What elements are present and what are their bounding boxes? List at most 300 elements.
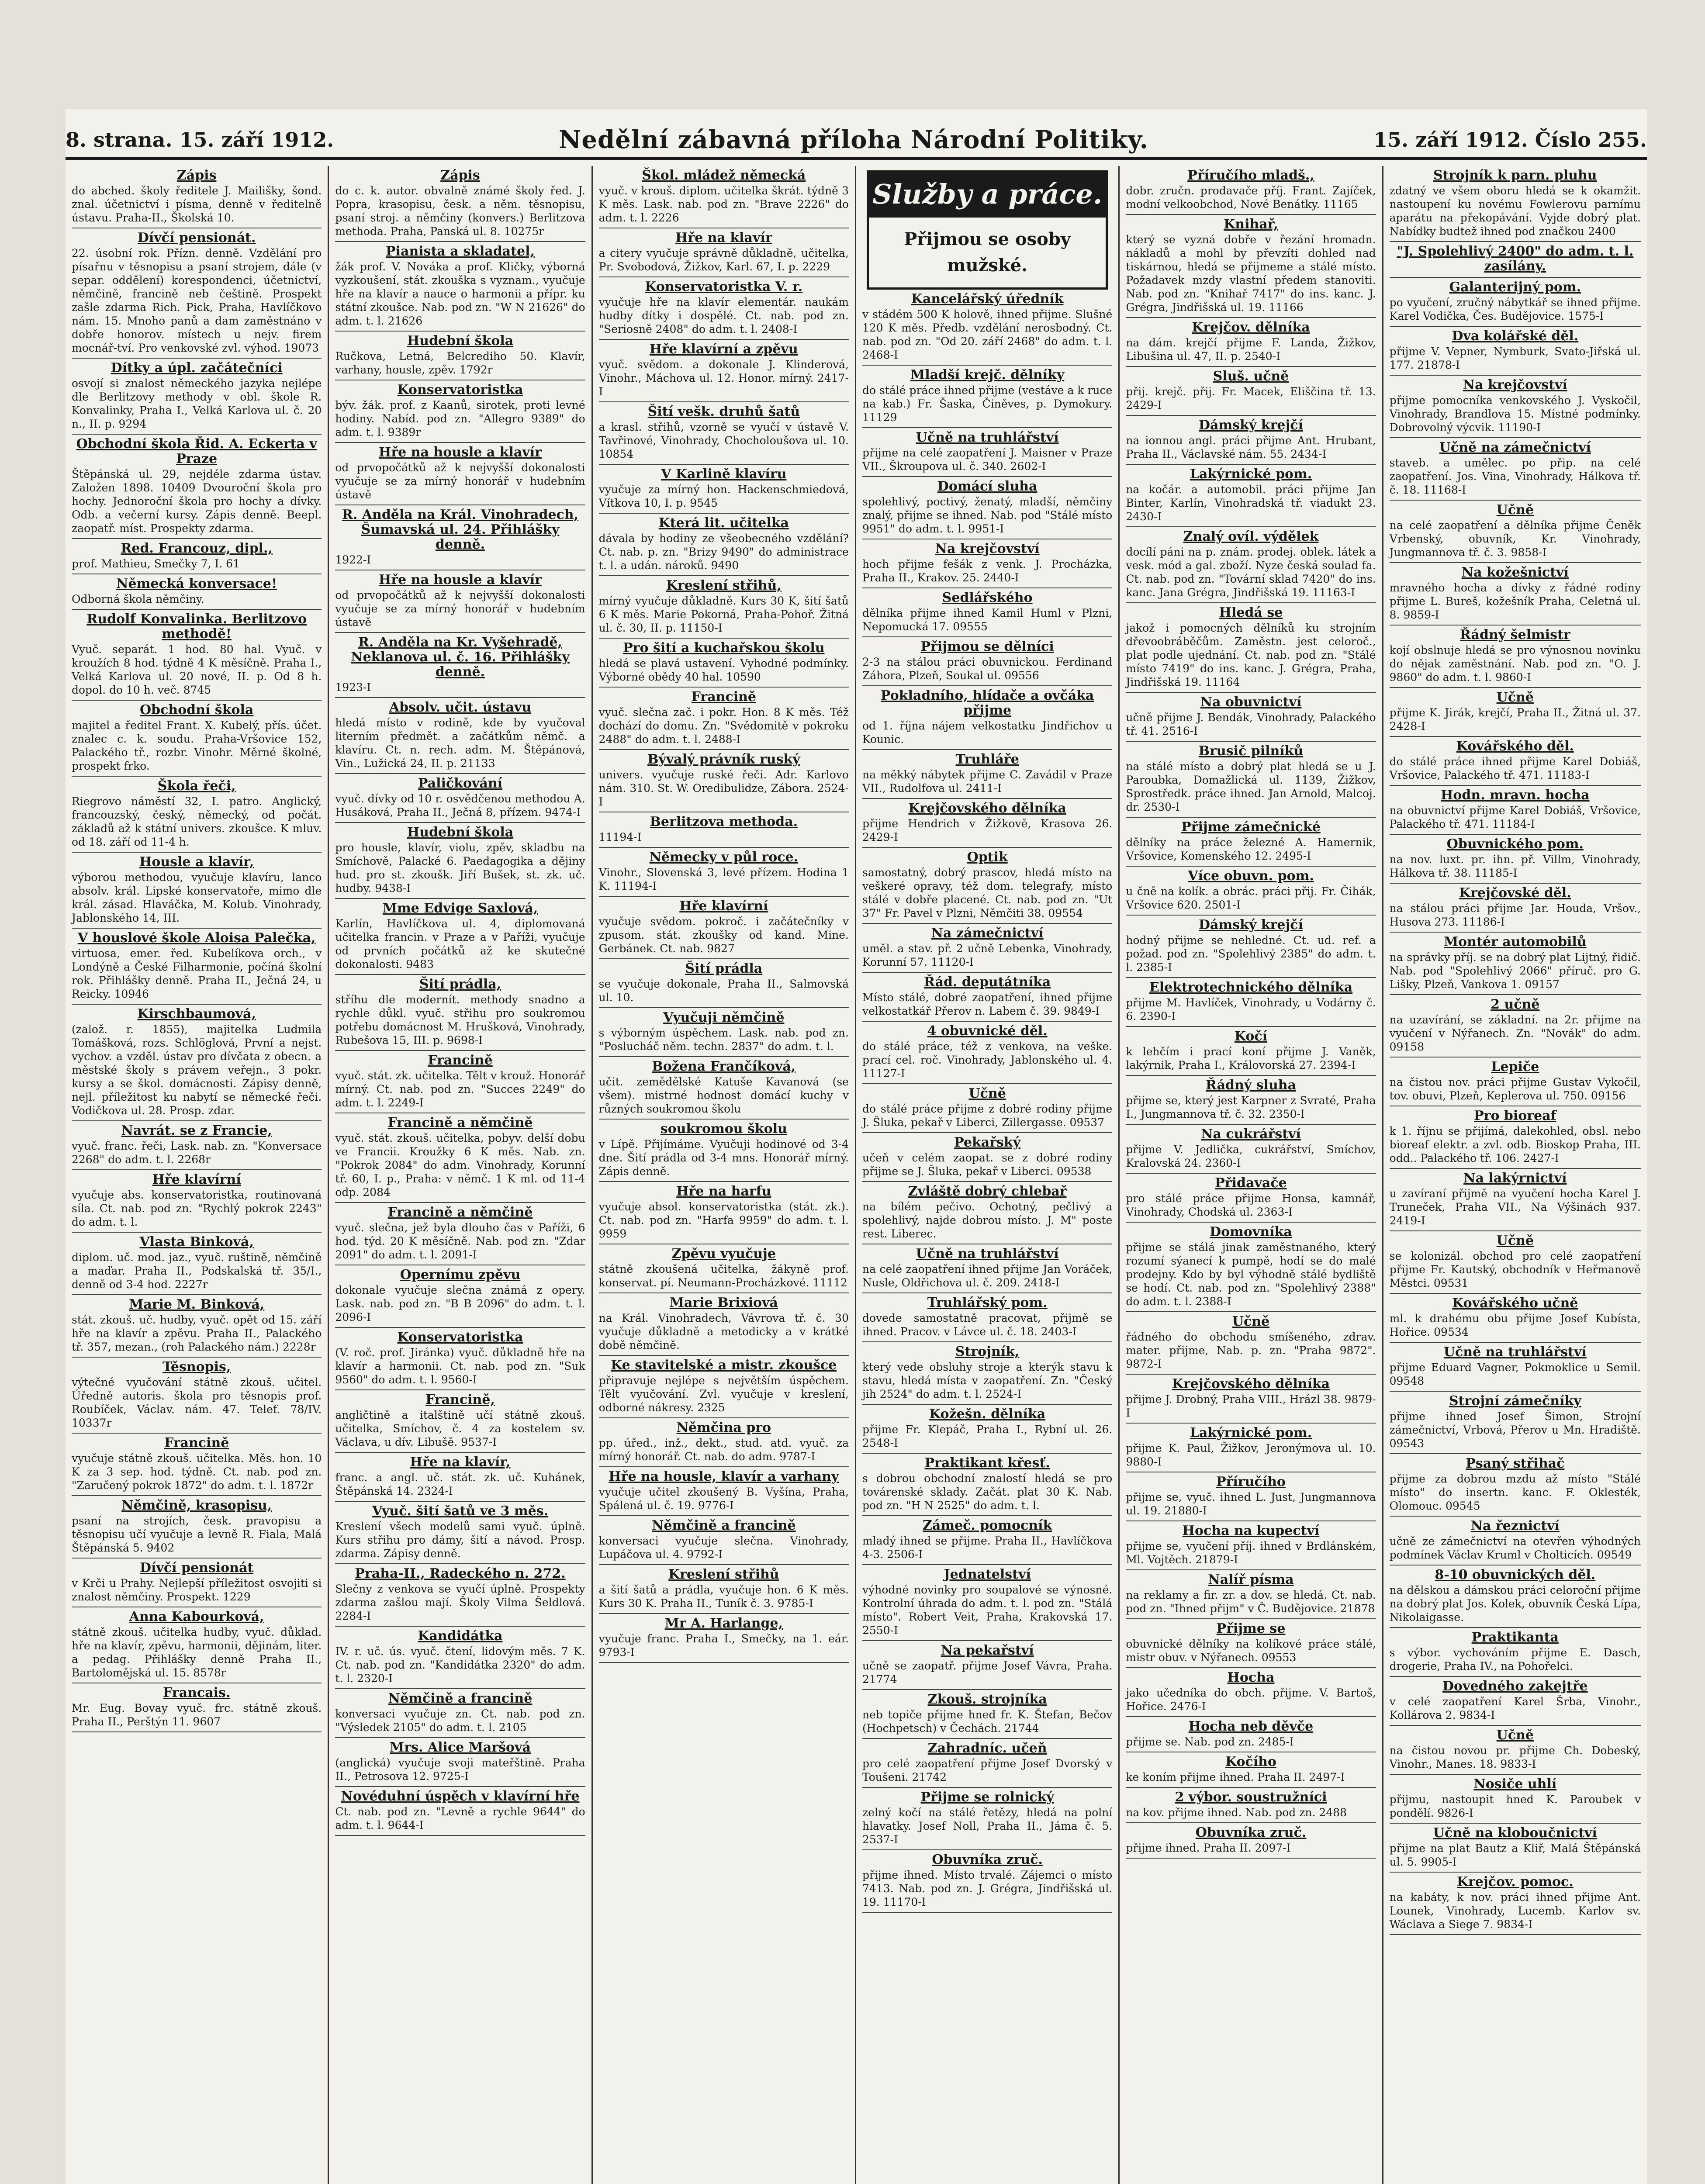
classified-ad — [599, 340, 849, 402]
ad-heading: Na krejčovství — [935, 541, 1040, 556]
ad-heading: Hledá se — [1219, 605, 1283, 620]
ad-text: do stálé práce přijme z dobré rodiny přijme J. Šluka, pekař v Liberci, Zillergasse. 09537 — [862, 1102, 1113, 1129]
classified-ad — [862, 1244, 1112, 1293]
ad-text: v celé zaopatření Karel Šrba, Vinohr., Kollárova 2. 9834-I — [1389, 1695, 1641, 1721]
classified-ad — [1390, 376, 1641, 438]
classified-ad — [1126, 818, 1376, 867]
ad-heading: 8-10 obuvnických děl. — [1435, 1567, 1596, 1583]
classified-ad — [335, 443, 585, 505]
classified-ad — [599, 1516, 849, 1565]
classified-ad — [72, 1233, 322, 1295]
classified-ad — [862, 686, 1112, 750]
classified-ad — [1126, 1076, 1376, 1125]
classified-ad — [1390, 1726, 1641, 1775]
ad-text: na čistou nov. práci přijme Gustav Vykočil, tov. obuvi, Plzeň, Keplerova ul. 750. 09156 — [1389, 1076, 1641, 1102]
ad-heading: Praktikanta — [1471, 1630, 1559, 1645]
ad-text: na správky příj. se na dobrý plat Lijtný, řidič. Nab. pod "Spolehlivý 2066" příruč. pro G. Lišky, Plzeň, Vankova 1. 09157 — [1389, 951, 1641, 991]
ad-heading: Němčině a francině — [651, 1518, 796, 1533]
column-2 — [329, 166, 592, 2184]
ad-text: přijme se stálá jinak zaměstnaného, který rozumí sýanecí k pumpě, hodí se do malé prodejny. Kdo by byl výhodně stálé bydliště se hodí. Ct. nab. pod zn. "Spolehlivý 2388" do adm. t. l. 2388-I — [1126, 1241, 1376, 1308]
ad-heading: Učně na truhlářství — [916, 1246, 1059, 1261]
ad-text: do stálé práce ihned přijme (vestáve a k ruce na kab.) Fr. Šaska, Činěves, p. Dymokury. 11129 — [862, 384, 1113, 424]
classified-ad — [862, 1454, 1112, 1516]
classified-ad — [1126, 416, 1376, 465]
ad-heading: 2 učně — [1491, 997, 1540, 1012]
ad-heading: Krejčovského dělníka — [908, 801, 1066, 816]
ad-text: Slečny z venkova se vyučí úplně. Prospekty zdarma zašlou mají. Školy Vilma Šeldlová. 2284-I — [335, 1583, 585, 1622]
classified-ad — [862, 1133, 1112, 1182]
classified-ad — [599, 576, 849, 639]
classified-ad — [72, 777, 322, 853]
ad-text: přijme Hendrich v Žižkově, Krasova 26. 2429-I — [862, 817, 1113, 843]
classified-ad — [335, 774, 585, 823]
ad-text: pro housle, klavír, violu, zpěv, skladbu na Smíchově, Palacké 6. Paedagogika a dějiny hud. pro st. zkoušk. Jiří Bušek, st. zk. uč. hudby. 9438-I — [335, 841, 585, 895]
ad-heading: Krejčov. dělníka — [1192, 320, 1310, 335]
ad-heading: Praha-II., Radeckého n. 272. — [355, 1566, 566, 1581]
classified-ad — [862, 1084, 1112, 1133]
ad-heading: Těsnopis, — [162, 1359, 231, 1375]
ad-heading: Francais. — [163, 1685, 231, 1700]
ad-text: na dám. krejčí přijme F. Landa, Žižkov, Libušina ul. 47, II. p. 2540-I — [1126, 336, 1376, 363]
ad-text: pp. úřed., inž., dekt., stud. atd. vyuč. za mírný honorář. Ct. nab. do adm. 9787-I — [598, 1437, 849, 1463]
column-1 — [66, 166, 329, 2184]
ad-heading: Vyučuji němčině — [663, 1010, 785, 1025]
ad-heading: Učně na kloboučnictví — [1433, 1825, 1597, 1841]
classified-ad — [1390, 1454, 1641, 1517]
ad-heading: Dovedného zakejtře — [1442, 1679, 1588, 1694]
ad-heading: Přijmou se dělníci — [920, 639, 1054, 654]
ad-text: na obuvnictví přijme Karel Dobiáš, Vršovice, Palackého tř. 471. 11184-I — [1389, 804, 1641, 830]
ad-text: se vyučuje dokonale, Praha II., Salmovská ul. 10. — [598, 978, 849, 1004]
classified-ad — [335, 166, 585, 242]
ad-heading: Učně na zámečnictví — [1439, 440, 1591, 455]
classified-ad — [1390, 1392, 1641, 1454]
ad-text: vyučuje abs. konservatoristka, routinovaná síla. Ct. nab. pod zn. "Rychlý pokrok 2243" do adm. t. l. — [72, 1189, 322, 1228]
ad-text: vyučuje za mírný hon. Hackenschmiedová, Vítkova 10, I. p. 9545 — [598, 483, 849, 509]
ad-heading: Zahradníc. učeň — [927, 1741, 1047, 1756]
classified-ad — [335, 633, 585, 698]
ad-heading: Škol. mládež německá — [642, 168, 806, 183]
classified-ad — [1126, 1174, 1376, 1223]
ad-text: pro stálé práce přijme Honsa, kamnář, Vinohrady, Chodská ul. 2363-I — [1126, 1192, 1376, 1218]
ad-heading: 4 obuvnické děl. — [927, 1023, 1048, 1039]
ad-heading: Hocha neb děvče — [1188, 1719, 1314, 1734]
classified-ad — [1390, 563, 1641, 625]
classified-ad — [335, 1787, 585, 1836]
ad-heading: Pokladního, hlídače a ovčáka přijme — [880, 688, 1094, 718]
classified-ad — [335, 1564, 585, 1627]
classified-ad — [862, 1850, 1112, 1913]
classified-ad — [1126, 1717, 1376, 1752]
ad-heading: Která lit. učitelka — [658, 515, 789, 531]
ad-text: učeň v celém zaopat. se z dobré rodiny přijme se J. Šluka, pekař v Liberci. 09538 — [862, 1151, 1113, 1178]
ad-text: ke koním přijme ihned. Praha II. 2497-I — [1126, 1771, 1345, 1783]
ad-text: hledá místo v rodině, kde by vyučoval literním předmět. a začátkům němč. a klavíru. Ct. n. rech. adm. M. Štěpánová, Vin., Lužická 24, II. p. 21133 — [335, 716, 585, 770]
ad-heading: Nosiče uhlí — [1473, 1776, 1557, 1792]
classified-ad — [335, 975, 585, 1051]
classified-ad — [72, 1683, 322, 1732]
ad-text: Odborná škola němčiny. — [72, 593, 204, 605]
ad-text: který se vyzná dobře v řezání hromadn. nákladů a mohl by převzíti dohled nad tiskárnou, hledá se přijmeme a stálé místo. Požadavek mzdy vlastní předem stanoviti. Nab. pod zn. "Knihař 7417" do ins. kanc. J. Grégra, Jindřišská ul. 19. 11166 — [1126, 233, 1376, 314]
ad-text: státně zkoušená učitelka, žákyně prof. konservat. pí. Neumann-Procházkové. 11112 — [598, 1263, 849, 1289]
classified-ad — [862, 428, 1112, 477]
ad-text: dávala by hodiny ze všeobecného vzdělání? Ct. nab. p. zn. "Brizy 9490" do administrace t. l. a udán. nároků. 9490 — [598, 532, 849, 572]
classified-ad — [335, 1453, 585, 1502]
ad-heading: Německá konversace! — [116, 576, 277, 591]
ad-text: univers. vyučuje ruské řeči. Adr. Karlovo nám. 310. St. W. Oredibulidze, Zábora. 2524-I — [598, 768, 849, 808]
columns — [66, 166, 1647, 2184]
ad-text: Riegrovo náměstí 32, I. patro. Anglický, francouzský, český, německý, od počát. základů až k státní univers. zkoušce. K mluv. od 18. září od 11-4 h. — [72, 795, 322, 848]
ad-text: dobr. zručn. prodavače příj. Frant. Zajíček, modní velkoobchod, Nové Benátky. 11165 — [1126, 184, 1376, 211]
classified-ad — [599, 1418, 849, 1467]
classified-ad — [862, 1739, 1112, 1788]
ad-text: 1922-I — [335, 553, 371, 566]
ad-text: Ručkova, Letná, Belcrediho 50. Klavír, varhany, housle, zpěv. 1792r — [335, 350, 585, 376]
ad-heading: Berlitzova methoda. — [650, 814, 798, 829]
ad-heading: Lepiče — [1491, 1059, 1539, 1075]
classified-ad — [599, 1182, 849, 1244]
ad-heading: Hocha na kupectví — [1182, 1523, 1320, 1538]
classified-ad — [1390, 1628, 1641, 1677]
ad-heading: Zkouš. strojníka — [927, 1692, 1047, 1707]
ad-text: osvojí si znalost německého jazyka nejlépe dle Berlitzovy methody v obl. škole R. Konvalinky, Praha I., Velká Karlova ul. č. 20 n., II. p. 9294 — [72, 377, 322, 430]
ad-text: Kreslení všech modelů sami vyuč. úplně. Kurs střihu pro dámy, šití a návod. Prosp. zdarma. Zápisy denně. — [335, 1520, 585, 1560]
classified-ad — [862, 1182, 1112, 1244]
ad-text: na kočár. a automobil. práci přijme Jan Binter, Karlín, Vinohradská tř. viadukt 23. 2430-I — [1126, 483, 1376, 523]
ad-text: na měkký nábytek přijme C. Zavádil v Praze VII., Rudolfova ul. 2411-I — [862, 768, 1113, 795]
column-5 — [1120, 166, 1383, 2184]
ad-heading: Kožešn. dělníka — [929, 1406, 1046, 1422]
classified-ad — [72, 574, 322, 610]
ad-text: ml. k drahému obu přijme Josef Kubísta, Hořice. 09534 — [1389, 1312, 1641, 1338]
classified-ad — [862, 539, 1112, 588]
ad-heading: Kovářského učně — [1452, 1296, 1578, 1311]
classified-ad — [1126, 867, 1376, 916]
ad-text: hodný přijme se nehledné. Ct. ud. ref. a požad. pod zn. "Spolehlivý 2385" do adm. t. l. 2385-I — [1126, 934, 1376, 974]
ad-text: staveb. a umělec. po přip. na celé zaopatření. Jos. Vina, Vinohrady, Hálkova tř. č. 18. 11168-I — [1389, 456, 1641, 496]
ad-heading: Sluš. učně — [1213, 369, 1289, 384]
ad-text: a šití šatů a prádla, vyučuje hon. 6 K měs. Kurs 30 K. Praha II., Tuník č. 3. 9785-I — [598, 1583, 849, 1610]
ad-heading: Dítky a úpl. začátečníci — [111, 360, 283, 376]
ad-text: (založ. r. 1855), majitelka Ludmila Tomášková, rozs. Schlöglová, První a nejst. vychov. a vzděl. ústav pro dívčata z obecn. a městské školy s právem veřejn., 3 pokr. kursy a se škol. domácnosti. Zápisy denně, nejl. příležitost ku nabytí se německé řeči. Vodičkova ul. 28. Prosp. zdar. — [72, 1023, 322, 1117]
ad-heading: Obchodní škola — [139, 702, 254, 718]
ad-heading: Obuvnického pom. — [1446, 836, 1584, 852]
ad-heading: V houslové škole Aloisa Palečka, — [77, 930, 316, 946]
classified-ad — [1390, 625, 1641, 688]
column-4 — [856, 166, 1120, 2184]
classified-ad — [1390, 278, 1641, 327]
ad-text: přijme V. Jedlička, cukrářství, Smíchov, Kralovská 24. 2360-I — [1126, 1143, 1376, 1169]
ad-heading: Učně na truhlářství — [1443, 1344, 1587, 1360]
ad-heading: Vlasta Binková, — [139, 1234, 254, 1250]
ad-heading: Francině, — [425, 1392, 495, 1407]
ad-text: konversaci vyučuje slečna. Vinohrady, Lupáčova ul. 4. 9792-I — [598, 1534, 849, 1561]
classified-ad — [862, 848, 1112, 924]
ad-text: Vyuč. separát. 1 hod. 80 hal. Vyuč. v kroužích 8 hod. týdně 4 K měsíčně. Praha I., Velká Karlova ul. 20 nové, II. p. Od 8 h. dopol. do 10 h. več. 8745 — [72, 643, 322, 696]
classified-ad — [72, 1496, 322, 1559]
ad-heading: Hře na housle a klavír — [379, 445, 542, 460]
ad-text: od prvopočátků až k nejvyšší dokonalosti vyučuje se za mírný honorář v hudebním ústavě — [335, 461, 585, 501]
ad-heading: Dámský krejčí — [1199, 418, 1303, 433]
ad-heading: Němčina pro — [676, 1420, 771, 1435]
ad-text: na uzavírání, se základní. na 2r. přijme na vyučení v Nýřanech. Zn. "Novák" do adm. 09158 — [1389, 1013, 1641, 1053]
ad-heading: Sedlářského — [942, 590, 1033, 605]
classified-ad — [1390, 786, 1641, 835]
ad-heading: Lakýrnické pom. — [1190, 467, 1312, 482]
classified-ad — [1126, 1424, 1376, 1472]
ad-text: stříhu dle modernít. methody snadno a rychle důkl. vyuč. střihu pro soukromou potřebu domácnost M. Hrušková, Vinohrady, Rubešova 15, III. p. 9698-I — [335, 993, 585, 1047]
classified-ad — [1390, 1565, 1641, 1628]
classified-ad — [1126, 1752, 1376, 1788]
ad-text: přij. krejč. přij. Fr. Macek, Eliščina tř. 13. 2429-I — [1126, 385, 1376, 411]
ad-text: s výbor. vychováním přijme E. Dasch, drogerie, Praha IV., na Pohořelci. — [1389, 1646, 1641, 1673]
ad-text: přijme se, vyuč. ihned L. Just, Jungmannova ul. 19. 21880-I — [1126, 1491, 1376, 1517]
ad-text: přijme na celé zaopatření J. Maisner v Praze VII., Škroupova ul. č. 340. 2602-I — [862, 446, 1113, 473]
classified-ad — [599, 1120, 849, 1182]
classified-ad — [1390, 737, 1641, 786]
ad-heading: Konservatoristka — [397, 1330, 523, 1345]
classified-ad — [335, 570, 585, 633]
ad-heading: Kreslení střihů — [668, 1567, 779, 1582]
ad-text: na kov. přijme ihned. Nab. pod zn. 2488 — [1126, 1806, 1347, 1819]
ad-heading: Krejčovského dělníka — [1172, 1376, 1330, 1392]
classified-ad — [1126, 465, 1376, 527]
classified-ad — [335, 1390, 585, 1453]
ad-text: u zavíraní přijmě na vyučení hocha Karel J. Truneček, Praha VII., Na Výšinách 937. 2419-I — [1389, 1187, 1641, 1227]
classified-ad — [1390, 242, 1641, 278]
classified-ad — [862, 588, 1112, 637]
classified-ad — [1390, 166, 1641, 242]
ad-heading: Housle a klavír, — [139, 854, 254, 870]
classified-ad — [599, 1057, 849, 1120]
ad-heading: Šití prádla — [685, 961, 763, 976]
ad-heading: Pro šití a kuchařskou školu — [623, 640, 825, 656]
ad-heading: Mr A. Harlange, — [664, 1616, 783, 1631]
classified-ad — [1390, 688, 1641, 737]
ad-text: mladý ihned se přijme. Praha II., Havlíčkova 4-3. 2506-I — [862, 1534, 1113, 1561]
classified-ad — [72, 228, 322, 359]
classified-ad — [1390, 995, 1641, 1057]
ad-heading: Hocha — [1227, 1670, 1275, 1685]
ad-heading: Učně — [1496, 690, 1534, 705]
ad-heading: Francině a němčině — [387, 1205, 533, 1220]
ad-heading: Učně — [1496, 1233, 1534, 1248]
ad-heading: Hře na housle a klavír — [379, 572, 542, 587]
ad-heading: Němčině a francině — [388, 1691, 533, 1706]
ad-heading: Dívčí pensionát. — [137, 230, 256, 245]
ad-heading: Mladší krejč. dělníky — [910, 367, 1065, 383]
classified-ad — [1390, 1057, 1641, 1106]
ad-text: k lehčím i prací koní přijme J. Vaněk, lakýrnik, Praha I., Královorská 27. 2394-I — [1126, 1045, 1376, 1071]
ad-heading: Obchodní škola Řid. A. Eckerta v Praze — [76, 436, 317, 467]
ad-heading: Konservatoristka V. r. — [645, 279, 803, 294]
ad-text: vyučuje učitel zkoušený B. Vyšína, Praha, Spálená ul. č. 19. 9776-I — [598, 1486, 849, 1512]
classified-ad — [1126, 1223, 1376, 1312]
ad-text: 11194-I — [598, 831, 642, 843]
classified-ad — [1126, 693, 1376, 742]
ad-heading: Kancelářský úředník — [911, 291, 1064, 307]
ad-text: (V. roč. prof. Jiránka) vyuč. důkladně hře na klavír a harmonii. Ct. nab. pod zn. "Suk 9560" do adm. t. l. 9560-I — [335, 1346, 585, 1386]
ad-heading: Na lakýrnictví — [1463, 1171, 1567, 1186]
ad-text: výhodné novinky pro soupalové se výnosné. Kontrolní úhrada do adm. t. l. pod zn. "Stálá místo". Robert Veit, Praha, Krakovská 17. 2550-I — [862, 1583, 1113, 1637]
classified-ad — [599, 1008, 849, 1057]
ad-heading: Hudební škola — [407, 333, 514, 349]
classified-ad — [599, 639, 849, 688]
ad-heading: Obuvníka zruč. — [932, 1852, 1043, 1867]
ad-text: uměl. a stav. př. 2 učně Lebenka, Vinohrady, Korunní 57. 11120-I — [862, 942, 1113, 968]
section-title: Služby a práce. — [869, 173, 1106, 216]
ad-text: pro celé zaopatření přijme Josef Dvorský v Toušeni. 21742 — [862, 1757, 1113, 1783]
ad-text: přijme za dobrou mzdu až místo "Stálé místo" do insertn. kanc. F. Oklesték, Olomouc. 09545 — [1389, 1472, 1641, 1512]
ad-text: do c. k. autor. obvalně známé školy řed. J. Popra, krasopisu, česk. a něm. těsnopisu, psaní stroj. a němčiny (konvers.) Berlitzova methoda. Praha, Panská ul. 8. 10275r — [335, 184, 585, 238]
ad-heading: Zápis — [440, 168, 480, 183]
page-header — [66, 122, 1647, 160]
ad-text: jakož i pomocných dělníků ku strojním dřevoobráběčům. Zaměstn. jest celoroč., plat podle ujednání. Ct. nab. pod zn. "Stálé místo 7419" do ins. kanc. J. Grégra, Praha, Jindřišská 19. 11164 — [1126, 622, 1376, 688]
ad-heading: Novéduhní úspěch v klavírní hře — [341, 1789, 580, 1804]
classified-ad — [72, 1295, 322, 1358]
classified-ad — [599, 959, 849, 1008]
classified-ad — [1390, 1343, 1641, 1392]
ad-heading: Pekařský — [954, 1135, 1021, 1150]
classified-ad — [1390, 1775, 1641, 1824]
ad-heading: Učně — [1496, 502, 1534, 518]
header-left: 8. strana. 15. září 1912. — [66, 128, 334, 152]
classified-ad — [1390, 1517, 1641, 1565]
classified-ad — [862, 1565, 1112, 1641]
ad-text: přijme pomocníka venkovského J. Vyskočil, Vinohrady, Brandlova 15. Místné podmínky. Dobrovolný výcvik. 11190-I — [1389, 394, 1641, 434]
ad-heading: Brusič pilníků — [1198, 743, 1304, 759]
header-right: 15. září 1912. Číslo 255. — [1373, 128, 1647, 152]
ad-text: majitel a ředitel Frant. X. Kubelý, přís. účet. znalec c. k. soudu. Praha-Vršovice 152, Palackého tř., rozbr. Vinohr. Měrné školné, prospekt frko. — [72, 719, 322, 772]
ad-heading: Německy v půl roce. — [649, 850, 799, 865]
classified-ad — [335, 1502, 585, 1564]
ad-heading: Krejčov. pomoc. — [1456, 1874, 1574, 1890]
ad-heading: Krejčovské děl. — [1459, 885, 1571, 901]
classified-ad — [72, 1170, 322, 1233]
ad-heading: Na cukrářství — [1201, 1127, 1301, 1142]
ad-text: stát. zkouš. uč. hudby, vyuč. opět od 15. září hře na klavír a zpěvu. Praha II., Palackého tř. 357, mezan., (roh Palackého nám.) 2228r — [72, 1313, 322, 1353]
ad-text: zelný kočí na stálé řetězy, hledá na polní hlavatky. Josef Noll, Praha II., Jáma č. 5. 2537-I — [862, 1806, 1113, 1846]
ad-heading: Optik — [967, 850, 1008, 865]
ad-text: výtečné vyučování státně zkouš. učitel. Úředně autoris. škola pro těsnopis prof. Roubíček, Václav. nám. 47. Telef. 78/IV. 10337r — [72, 1376, 322, 1429]
ad-heading: Kočího — [1225, 1754, 1276, 1769]
ad-text: po vyučení, zručný nábytkář se ihned přijme. Karel Vodička, Čes. Budějovice. 1575-I — [1389, 296, 1641, 322]
ad-heading: Kočí — [1234, 1029, 1268, 1044]
ad-text: diplom. uč. mod. jaz., vyuč. ruštině, němčině a maďar. Praha II., Podskalská tř. 35/I., denně od 3-4 hod. 2227r — [72, 1251, 322, 1291]
classified-ad — [1126, 367, 1376, 416]
classified-ad — [1390, 1294, 1641, 1343]
ad-heading: Učně — [1496, 1728, 1534, 1743]
ad-text: přijme Eduard Vagner, Pokmoklice u Semil. 09548 — [1389, 1361, 1641, 1387]
ad-heading: Marie Brixiová — [669, 1295, 778, 1310]
classified-ad — [1126, 1312, 1376, 1375]
ad-text: přijme ihned. Praha II. 2097-I — [1126, 1842, 1291, 1854]
classified-ad — [862, 477, 1112, 539]
classified-ad — [1126, 742, 1376, 818]
ad-heading: Znalý ovíl. výdělek — [1183, 529, 1319, 544]
ad-heading: Hře na harfu — [676, 1184, 771, 1199]
ad-text: vyuč. franc. řeči, Lask. nab. zn. "Konversace 2268" do adm. t. l. 2268r — [72, 1140, 322, 1166]
ad-text: přijme Fr. Klepáč, Praha I., Rybní ul. 26. 2548-I — [862, 1423, 1113, 1449]
ad-text: přijme ihned. Místo trvalé. Zájemci o místo 7413. Nab. pod zn. J. Grégra, Jindřišská ul. 19. 11170-I — [862, 1869, 1113, 1908]
ad-heading: Galanterijný pom. — [1449, 280, 1581, 295]
ad-heading: Zvláště dobrý chlebař — [908, 1184, 1067, 1199]
ad-text: Štěpánská ul. 29, nejdéle zdarma ústav. Založen 1898. 10409 Dvouroční škola pro hochy. Jednoroční škola pro hochy a dívky. Odb. a večerní kursy. Zápis denně. Beepl. zaopatř. míst. Prospekty zdarma. — [72, 468, 322, 535]
ad-text: prof. Mathieu, Smečky 7, I. 61 — [72, 557, 240, 570]
classified-ad — [1126, 1668, 1376, 1717]
ad-text: u čně na kolík. a obrác. práci přij. Fr. Čihák, Vršovice 620. 2501-I — [1126, 885, 1376, 911]
ad-heading: Přidavače — [1215, 1175, 1287, 1191]
classified-ad — [72, 929, 322, 1005]
ad-heading: Obuvníka zruč. — [1195, 1825, 1307, 1840]
ad-heading: Řádný sluha — [1205, 1078, 1297, 1093]
classified-ad — [72, 166, 322, 228]
ad-heading: Konservatoristka — [397, 382, 523, 397]
ad-heading: Knihař, — [1224, 217, 1278, 232]
ad-heading: Opernímu zpěvu — [400, 1267, 521, 1282]
ad-text: na celé zaopatření ihned přijme Jan Voráček, Nusle, Oldřichova ul. č. 209. 2418-I — [862, 1263, 1113, 1289]
ad-text: neb topiče přijme hned fr. K. Štefan, Bečov (Hochpetsch) v Čechách. 21744 — [862, 1708, 1113, 1735]
classified-ad — [599, 1614, 849, 1663]
ad-heading: Na zámečnictví — [931, 926, 1044, 941]
ad-text: mravného hocha a dívky z řádné rodiny přijme L. Bureš, kožešník Praha, Celetná ul. 8. 9859-I — [1389, 581, 1641, 621]
ad-heading: Hře klavírní — [679, 898, 768, 914]
ad-heading: Navrát. se z Francie, — [121, 1123, 272, 1138]
classified-ad — [335, 242, 585, 332]
ad-text: na bílém pečivo. Ochotný, pečlivý a spolehlivý, najde dobrou místo. J. M" poste rest. Liberec. — [862, 1200, 1113, 1240]
ad-text: hoch přijme fešák z venk. J. Procházka, Praha II., Krakov. 25. 2440-I — [862, 558, 1113, 584]
classified-ad — [599, 277, 849, 340]
column-6 — [1383, 166, 1647, 2184]
ad-text: franc. a angl. uč. stát. zk. uč. Kuhánek, Štěpánská 14. 2324-I — [335, 1471, 585, 1497]
classified-ad — [335, 1627, 585, 1689]
classified-ad — [1126, 916, 1376, 978]
classified-ad — [599, 1293, 849, 1356]
ad-text: přijme na plat Bautz a Kliř, Malá Štěpánská ul. 5. 9905-I — [1389, 1842, 1641, 1868]
classified-ad — [335, 380, 585, 443]
ad-text: na reklamy a fir. zr. a dov. se hledá. Ct. nab. pod zn. "Ihned přijm" v Č. Budějovice. 21878 — [1126, 1589, 1376, 1615]
header-title: Nedělní zábavná příloha Národní Politiky. — [559, 125, 1149, 154]
classified-ad — [1126, 1788, 1376, 1823]
ad-text: vyučuje svědom. pokroč. i začátečníky v zpusom. stát. zkoušky od kand. Mine. Gerbánek. Ct. nab. 9827 — [598, 915, 849, 955]
ad-heading: Hře na klavír, — [410, 1455, 511, 1470]
ad-text: a citery vyučuje správně důkladně, učitelka, Pr. Svobodová, Žižkov, Karl. 67, I. p. 2229 — [598, 247, 849, 273]
classified-ad — [862, 799, 1112, 848]
classified-ad — [599, 1467, 849, 1516]
ad-heading: Montér automobilů — [1443, 934, 1587, 950]
ad-heading: Kandidátka — [418, 1628, 503, 1644]
ad-text: do abched. školy ředitele J. Mailišky, šond. znal. účetnictví i písma, denně v ředitelně ústavu. Praha-II., Školská 10. — [72, 184, 322, 224]
classified-ad — [1126, 1472, 1376, 1521]
classified-ad — [72, 1607, 322, 1683]
classified-ad — [72, 539, 322, 574]
ad-text: dělníka přijme ihned Kamil Huml v Plzni, Nepomucká 17. 09555 — [862, 607, 1113, 633]
classified-ad — [1126, 166, 1376, 215]
classified-ad — [599, 897, 849, 959]
classified-ad — [335, 332, 585, 380]
ad-text: Místo stálé, dobré zaopatření, ihned přijme velkostatkář Přerov n. Labem č. 39. 9849-I — [862, 991, 1113, 1017]
ad-heading: Hodn. mravn. hocha — [1441, 788, 1590, 803]
ad-text: na nov. luxt. pr. ihn. př. Villm, Vinohrady, Hálkova tř. 38. 11185-I — [1389, 853, 1641, 879]
classified-ad — [1126, 1521, 1376, 1570]
ad-heading: Praktikant křesť. — [924, 1455, 1050, 1471]
ad-text: 2-3 na stálou práci obuvnickou. Ferdinand Záhora, Plzeň, Soukal ul. 09556 — [862, 656, 1113, 682]
column-3 — [593, 166, 856, 2184]
ad-text: od prvopočátků až k nejvyšší dokonalosti vyučuje se za mírný honorář v hudebním ústavě — [335, 589, 585, 629]
classified-ad — [72, 1559, 322, 1607]
ad-text: se kolonizál. obchod pro celé zaopatření přijme Fr. Kautský, obchodník v Heřmanově Městci. 09531 — [1389, 1250, 1641, 1289]
ad-heading: Kovářského děl. — [1456, 739, 1574, 754]
